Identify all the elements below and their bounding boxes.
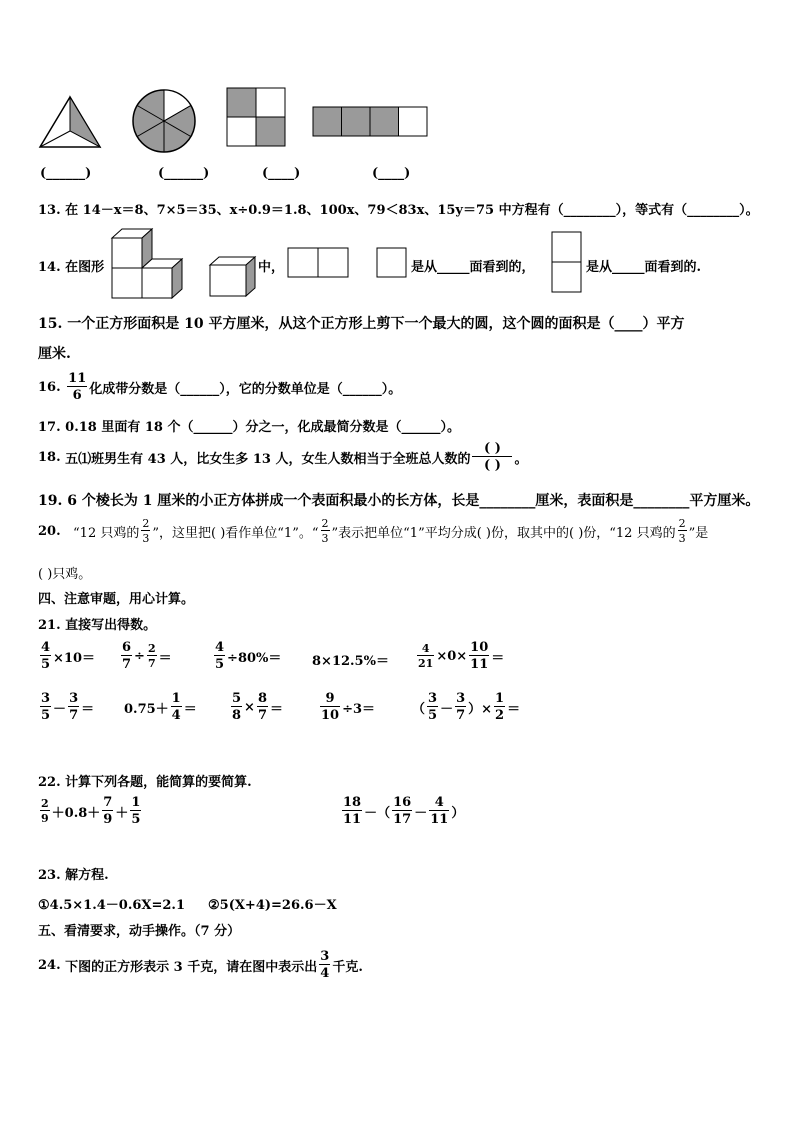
fraction: $\frac{2}{3}$	[142, 517, 150, 545]
fraction: $\frac{11}{6}$	[68, 371, 87, 403]
question-19	[38, 490, 759, 510]
fraction: $\frac{18}{11}$	[343, 795, 362, 827]
expr-text: ＝	[491, 650, 505, 666]
expr-text: ÷3＝	[342, 701, 376, 717]
question-text: ”是	[688, 525, 709, 541]
fraction: $\frac{10}{11}$	[470, 640, 489, 672]
fraction: $\frac{3}{7}$	[69, 691, 79, 723]
expr-text: ＝	[183, 701, 197, 717]
figure-blank-2[interactable]: (______)	[158, 166, 210, 181]
question-number: 13.	[38, 203, 61, 218]
expr-text: ＝	[270, 701, 284, 717]
question-number: 23.	[38, 868, 61, 883]
figure-blank-3[interactable]: (____)	[262, 166, 301, 181]
question-number: 22.	[38, 775, 61, 790]
expr-21-8	[229, 692, 283, 722]
question-text: ”表示把单位“1”平均分成( )份，取其中的( )份，“12 只鸡的	[331, 525, 676, 541]
answer-fraction-blank[interactable]: $\frac{( )}{( )}$	[472, 442, 512, 472]
question-text: 直接写出得数。	[65, 618, 157, 633]
question-15-line1	[38, 313, 684, 333]
fraction: $\frac{3}{7}$	[456, 691, 466, 723]
figure-blank-4[interactable]: (____)	[372, 166, 411, 181]
fraction: $\frac{2}{3}$	[321, 517, 329, 545]
question-text: 在图形	[65, 260, 105, 275]
period: 。	[514, 451, 528, 467]
expr-text: ×10＝	[53, 650, 96, 666]
fraction: $\frac{6}{7}$	[122, 640, 132, 672]
question-14-part2: 是从_____面看到的.	[586, 260, 702, 275]
expr-text: ÷80%＝	[227, 650, 282, 666]
expr-21-9	[318, 692, 375, 722]
fraction: $\frac{4}{11}$	[430, 795, 449, 827]
question-text: 计算下列各题，能简算的要简算.	[65, 775, 252, 790]
question-number: 17.	[38, 420, 61, 435]
question-number: 24.	[38, 957, 61, 973]
expr-21-1	[38, 641, 95, 671]
vertical-two-square-view	[551, 231, 583, 293]
question-number: 14.	[38, 260, 61, 275]
fraction: $\frac{9}{10}$	[321, 691, 340, 723]
triangle-figure	[38, 95, 102, 151]
question-number: 15.	[38, 316, 63, 332]
expr-21-4: 8×12.5%＝	[312, 654, 389, 669]
stacked-cubes-figure	[111, 228, 189, 300]
expr-text: ＝	[507, 701, 521, 717]
equation-2: ②5(X+4)=26.6－X	[208, 898, 337, 913]
expr-text: ＝	[158, 650, 172, 666]
operator: ×0×	[436, 648, 468, 664]
fraction: $\frac{2}{9}$	[41, 797, 49, 825]
expr-text: ＝	[81, 701, 95, 717]
question-text: “12 只鸡的	[73, 525, 140, 541]
question-16	[38, 372, 401, 402]
section-4-heading: 四、注意审题，用心计算。	[38, 592, 195, 607]
expr-21-10	[412, 692, 520, 722]
expr-21-5	[415, 641, 504, 671]
fraction: $\frac{4}{21}$	[418, 642, 434, 670]
fraction: $\frac{3}{5}$	[428, 691, 438, 723]
question-number: 16.	[38, 379, 61, 395]
strip-figure	[312, 106, 428, 138]
question-18	[38, 442, 527, 472]
fraction: $\frac{1}{4}$	[171, 691, 181, 723]
fraction: $\frac{5}{8}$	[232, 691, 242, 723]
question-21	[38, 614, 156, 633]
question-22	[38, 771, 252, 790]
fraction: $\frac{1}{2}$	[495, 691, 505, 723]
paren: （	[412, 701, 426, 717]
operator: ×	[244, 699, 255, 715]
question-15-line2: 厘米.	[38, 346, 71, 362]
expr-21-7	[124, 692, 197, 722]
question-text: 千克.	[332, 959, 363, 975]
question-text: 下图的正方形表示 3 千克，请在图中表示出	[65, 959, 318, 975]
square-grid-figure	[226, 87, 286, 147]
fraction: $\frac{3}{4}$	[320, 949, 330, 981]
question-number: 21.	[38, 618, 61, 633]
circle-figure	[131, 88, 197, 154]
operator: －	[53, 701, 67, 717]
expr-text: ＋0.8＋	[51, 805, 101, 821]
question-text: ”，这里把( )看作单位“1”。“	[152, 525, 319, 541]
expr-21-2	[119, 641, 172, 671]
question-13	[38, 199, 759, 218]
fraction: $\frac{1}{5}$	[131, 795, 141, 827]
operator: ÷	[134, 648, 145, 664]
fraction: $\frac{2}{7}$	[147, 642, 156, 670]
paren: ）×	[468, 701, 493, 717]
fraction: $\frac{4}{5}$	[215, 640, 225, 672]
question-14-number	[38, 256, 104, 275]
question-17	[38, 416, 460, 435]
question-text: 0.18 里面有 18 个（______）分之一，化成最简分数是（______）。	[65, 420, 460, 435]
figure-blank-1[interactable]: (______)	[40, 166, 92, 181]
question-14-part1: 是从_____面看到的，	[411, 260, 535, 275]
operator: －	[440, 701, 454, 717]
fraction: $\frac{4}{5}$	[41, 640, 51, 672]
fraction: $\frac{7}{9}$	[103, 795, 113, 827]
question-text: 6 个棱长为 1 厘米的小正方体拼成一个表面积最小的长方体，长是________厘米，表面积是________平方厘米。	[67, 493, 760, 509]
question-text: 在 14－x＝8、7×5＝35、x÷0.9＝1.8、100x、79＜83x、15y＝75 中方程有（________），等式有（________）。	[65, 203, 759, 218]
single-cube-figure	[209, 256, 257, 298]
two-square-view	[287, 247, 349, 279]
fraction: $\frac{8}{7}$	[257, 691, 267, 723]
question-text: 一个正方形面积是 10 平方厘米，从这个正方形上剪下一个最大的圆，这个圆的面积是（____）平方	[67, 316, 685, 332]
question-14-mid: 中，	[258, 260, 285, 275]
question-20-line2: ( )只鸡。	[38, 567, 92, 582]
question-23	[38, 864, 109, 883]
expr-22-1	[38, 796, 143, 826]
question-number: 18.	[38, 449, 61, 465]
question-24	[38, 950, 363, 980]
fraction: $\frac{2}{3}$	[678, 517, 686, 545]
one-square-view	[376, 247, 408, 279]
equation-1: ①4.5×1.4－0.6X=2.1	[38, 898, 185, 913]
operator: －（	[364, 805, 391, 821]
expr-21-3	[212, 641, 281, 671]
question-text: 化成带分数是（______），它的分数单位是（______）。	[89, 381, 402, 397]
expr-22-2	[340, 796, 464, 826]
expr-text: 0.75＋	[124, 701, 169, 717]
question-number: 19.	[38, 493, 63, 509]
question-text: 解方程.	[65, 868, 109, 883]
operator: －	[414, 805, 428, 821]
expr-21-6	[38, 692, 94, 722]
fraction: $\frac{16}{17}$	[393, 795, 412, 827]
question-20-line1	[38, 518, 708, 544]
operator: ＋	[115, 805, 129, 821]
question-text: 五⑴班男生有 43 人，比女生多 13 人，女生人数相当于全班总人数的	[65, 451, 471, 467]
question-number: 20.	[38, 523, 61, 539]
section-5-heading: 五、看清要求，动手操作。（7 分）	[38, 924, 241, 939]
paren: ）	[451, 805, 465, 821]
fraction: $\frac{3}{5}$	[41, 691, 51, 723]
